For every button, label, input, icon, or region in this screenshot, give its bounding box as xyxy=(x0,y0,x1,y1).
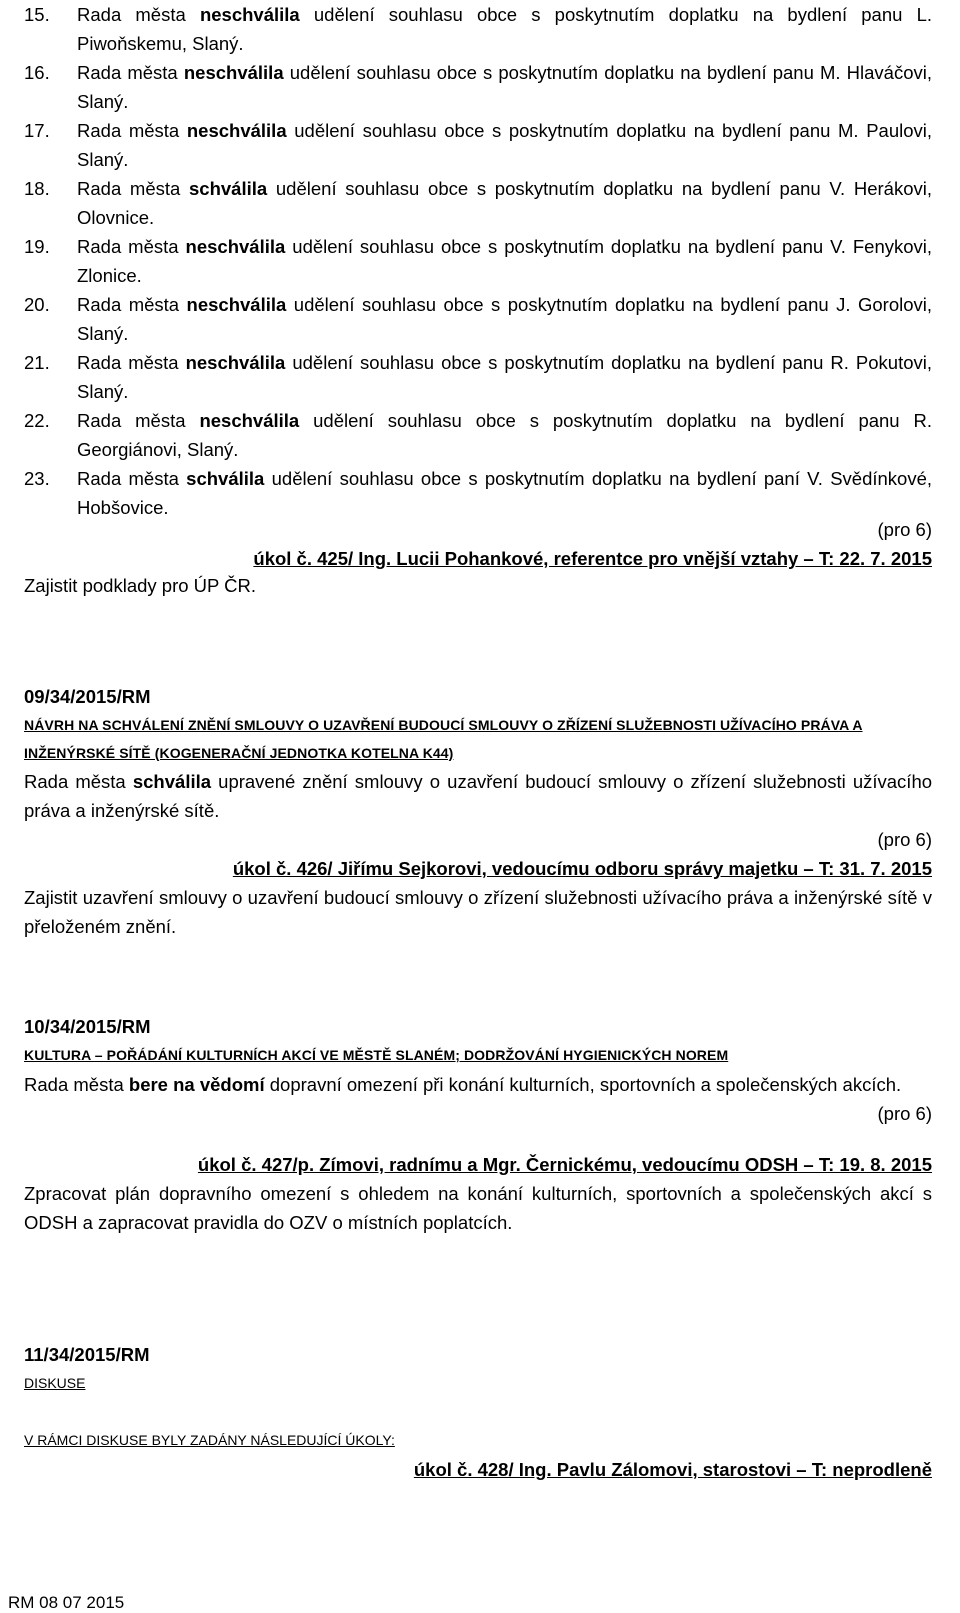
decision-subject: Rada města xyxy=(77,468,179,489)
decision-item xyxy=(24,58,932,116)
decision-subject: Rada města xyxy=(77,120,180,141)
decision-verb: schválila xyxy=(189,178,268,199)
task-text: Zajistit podklady pro ÚP ČR. xyxy=(24,575,257,596)
decision-item xyxy=(24,348,932,406)
resolution-verb: schválila xyxy=(132,771,212,792)
spacer xyxy=(24,1128,932,1150)
decision-body: udělení souhlasu obce s poskytnutím doplatku na bydlení panu V. Herákovi, Olovnice. xyxy=(77,178,933,228)
decision-body: udělení souhlasu obce s poskytnutím doplatku na bydlení panu L. Piwoňskemu, Slaný. xyxy=(77,4,933,54)
decision-item xyxy=(24,290,932,348)
decision-number: 17. xyxy=(24,120,50,141)
decision-verb: neschválila xyxy=(183,62,284,83)
decision-number: 22. xyxy=(24,410,50,431)
spacer xyxy=(24,1398,932,1426)
decision-item xyxy=(24,0,932,58)
decision-number: 19. xyxy=(24,236,50,257)
page-footer: RM 08 07 2015 xyxy=(8,1593,125,1612)
vote-count: (pro 6) xyxy=(877,829,932,850)
decision-subject: Rada města xyxy=(77,352,179,373)
decision-subject: Rada města xyxy=(77,236,179,257)
vote-count: (pro 6) xyxy=(877,519,932,540)
decision-subject: Rada města xyxy=(77,178,181,199)
resolution-heading-line1: NÁVRH NA SCHVÁLENÍ ZNĚNÍ SMLOUVY O UZAVŘENÍ BUDOUCÍ SMLOUVY O ZŘÍZENÍ SLUŽEBNOSTI UŽÍVACÍHO PRÁVA A xyxy=(24,717,863,733)
decision-number: 16. xyxy=(24,62,50,83)
decision-body: udělení souhlasu obce s poskytnutím doplatku na bydlení panu R. Pokutovi, Slaný. xyxy=(77,352,933,402)
decision-number: 23. xyxy=(24,468,50,489)
resolution-id: 09/34/2015/RM xyxy=(24,686,151,707)
decision-body: udělení souhlasu obce s poskytnutím doplatku na bydlení paní V. Svědínkové, Hobšovice. xyxy=(77,468,933,518)
resolution-heading xyxy=(24,711,932,767)
decision-number: 18. xyxy=(24,178,50,199)
decision-body: udělení souhlasu obce s poskytnutím doplatku na bydlení panu R. Georgiánovi, Slaný. xyxy=(77,410,933,460)
decision-item xyxy=(24,116,932,174)
resolution-body: upravené znění smlouvy o uzavření budoucí smlouvy o zřízení služebnosti užívacího práva a inženýrské sítě. xyxy=(24,771,933,821)
resolution-verb: bere na vědomí xyxy=(128,1074,265,1095)
resolution-subject: Rada města xyxy=(24,771,126,792)
decision-body: udělení souhlasu obce s poskytnutím doplatku na bydlení panu J. Gorolovi, Slaný. xyxy=(77,294,933,344)
resolution-id: 10/34/2015/RM xyxy=(24,1016,151,1037)
task-assignment: úkol č. 426/ Jiřímu Sejkorovi, vedoucímu odboru správy majetku – T: 31. 7. 2015 xyxy=(232,858,932,879)
discussion-subheading: V RÁMCI DISKUSE BYLY ZADÁNY NÁSLEDUJÍCÍ ÚKOLY: xyxy=(24,1432,395,1448)
resolution-text xyxy=(24,1070,932,1099)
decision-subject: Rada města xyxy=(77,294,180,315)
decision-body: udělení souhlasu obce s poskytnutím doplatku na bydlení panu V. Fenykovi, Zlonice. xyxy=(77,236,933,286)
decision-item xyxy=(24,232,932,290)
decision-subject: Rada města xyxy=(77,4,186,25)
resolution-11 xyxy=(24,1340,932,1484)
decision-subject: Rada města xyxy=(77,62,178,83)
decision-verb: neschválila xyxy=(185,352,286,373)
decision-number: 20. xyxy=(24,294,50,315)
decision-body: udělení souhlasu obce s poskytnutím doplatku na bydlení panu M. Paulovi, Slaný. xyxy=(77,120,933,170)
resolution-subject: Rada města xyxy=(24,1074,124,1095)
decision-verb: schválila xyxy=(186,468,265,489)
resolution-09 xyxy=(24,682,932,941)
decision-verb: neschválila xyxy=(185,236,286,257)
vote-count: (pro 6) xyxy=(877,1103,932,1124)
resolution-heading: DISKUSE xyxy=(24,1375,86,1391)
task-assignment: úkol č. 428/ Ing. Pavlu Zálomovi, starostovi – T: neprodleně xyxy=(413,1459,932,1480)
task-assignment: úkol č. 425/ Ing. Lucii Pohankové, referentce pro vnější vztahy – T: 22. 7. 2015 xyxy=(253,548,932,569)
decision-verb: neschválila xyxy=(199,410,300,431)
decision-verb: neschválila xyxy=(186,120,287,141)
task-text: Zajistit uzavření smlouvy o uzavření budoucí smlouvy o zřízení služebnosti užívacího práva a inženýrské sítě v přeloženém znění. xyxy=(24,887,932,937)
decision-number: 15. xyxy=(24,4,50,25)
resolution-id: 11/34/2015/RM xyxy=(24,1344,150,1365)
resolution-heading-line2: INŽENÝRSKÉ SÍTĚ (KOGENERAČNÍ JEDNOTKA KOTELNA K44) xyxy=(24,745,454,761)
decision-number: 21. xyxy=(24,352,50,373)
decision-item xyxy=(24,174,932,232)
task-assignment: úkol č. 427/p. Zímovi, radnímu a Mgr. Černickému, vedoucímu ODSH – T: 19. 8. 2015 xyxy=(197,1154,932,1175)
task-block-425 xyxy=(24,515,932,602)
decision-body: udělení souhlasu obce s poskytnutím doplatku na bydlení panu M. Hlaváčovi, Slaný. xyxy=(77,62,933,112)
decisions-list xyxy=(24,0,932,522)
resolution-heading: KULTURA – POŘÁDÁNÍ KULTURNÍCH AKCÍ VE MĚSTĚ SLANÉM; DODRŽOVÁNÍ HYGIENICKÝCH NOREM xyxy=(24,1047,729,1063)
decision-verb: neschválila xyxy=(199,4,300,25)
decision-subject: Rada města xyxy=(77,410,186,431)
task-text: Zpracovat plán dopravního omezení s ohledem na konání kulturních, sportovních a společenských akcí s ODSH a zapracovat pravidla do OZV o místních poplatcích. xyxy=(24,1183,932,1233)
decision-item xyxy=(24,464,932,522)
resolution-body: dopravní omezení při konání kulturních, sportovních a společenských akcích. xyxy=(269,1074,902,1095)
resolution-text xyxy=(24,767,932,825)
decision-verb: neschválila xyxy=(186,294,287,315)
decision-item xyxy=(24,406,932,464)
resolution-10 xyxy=(24,1012,932,1237)
